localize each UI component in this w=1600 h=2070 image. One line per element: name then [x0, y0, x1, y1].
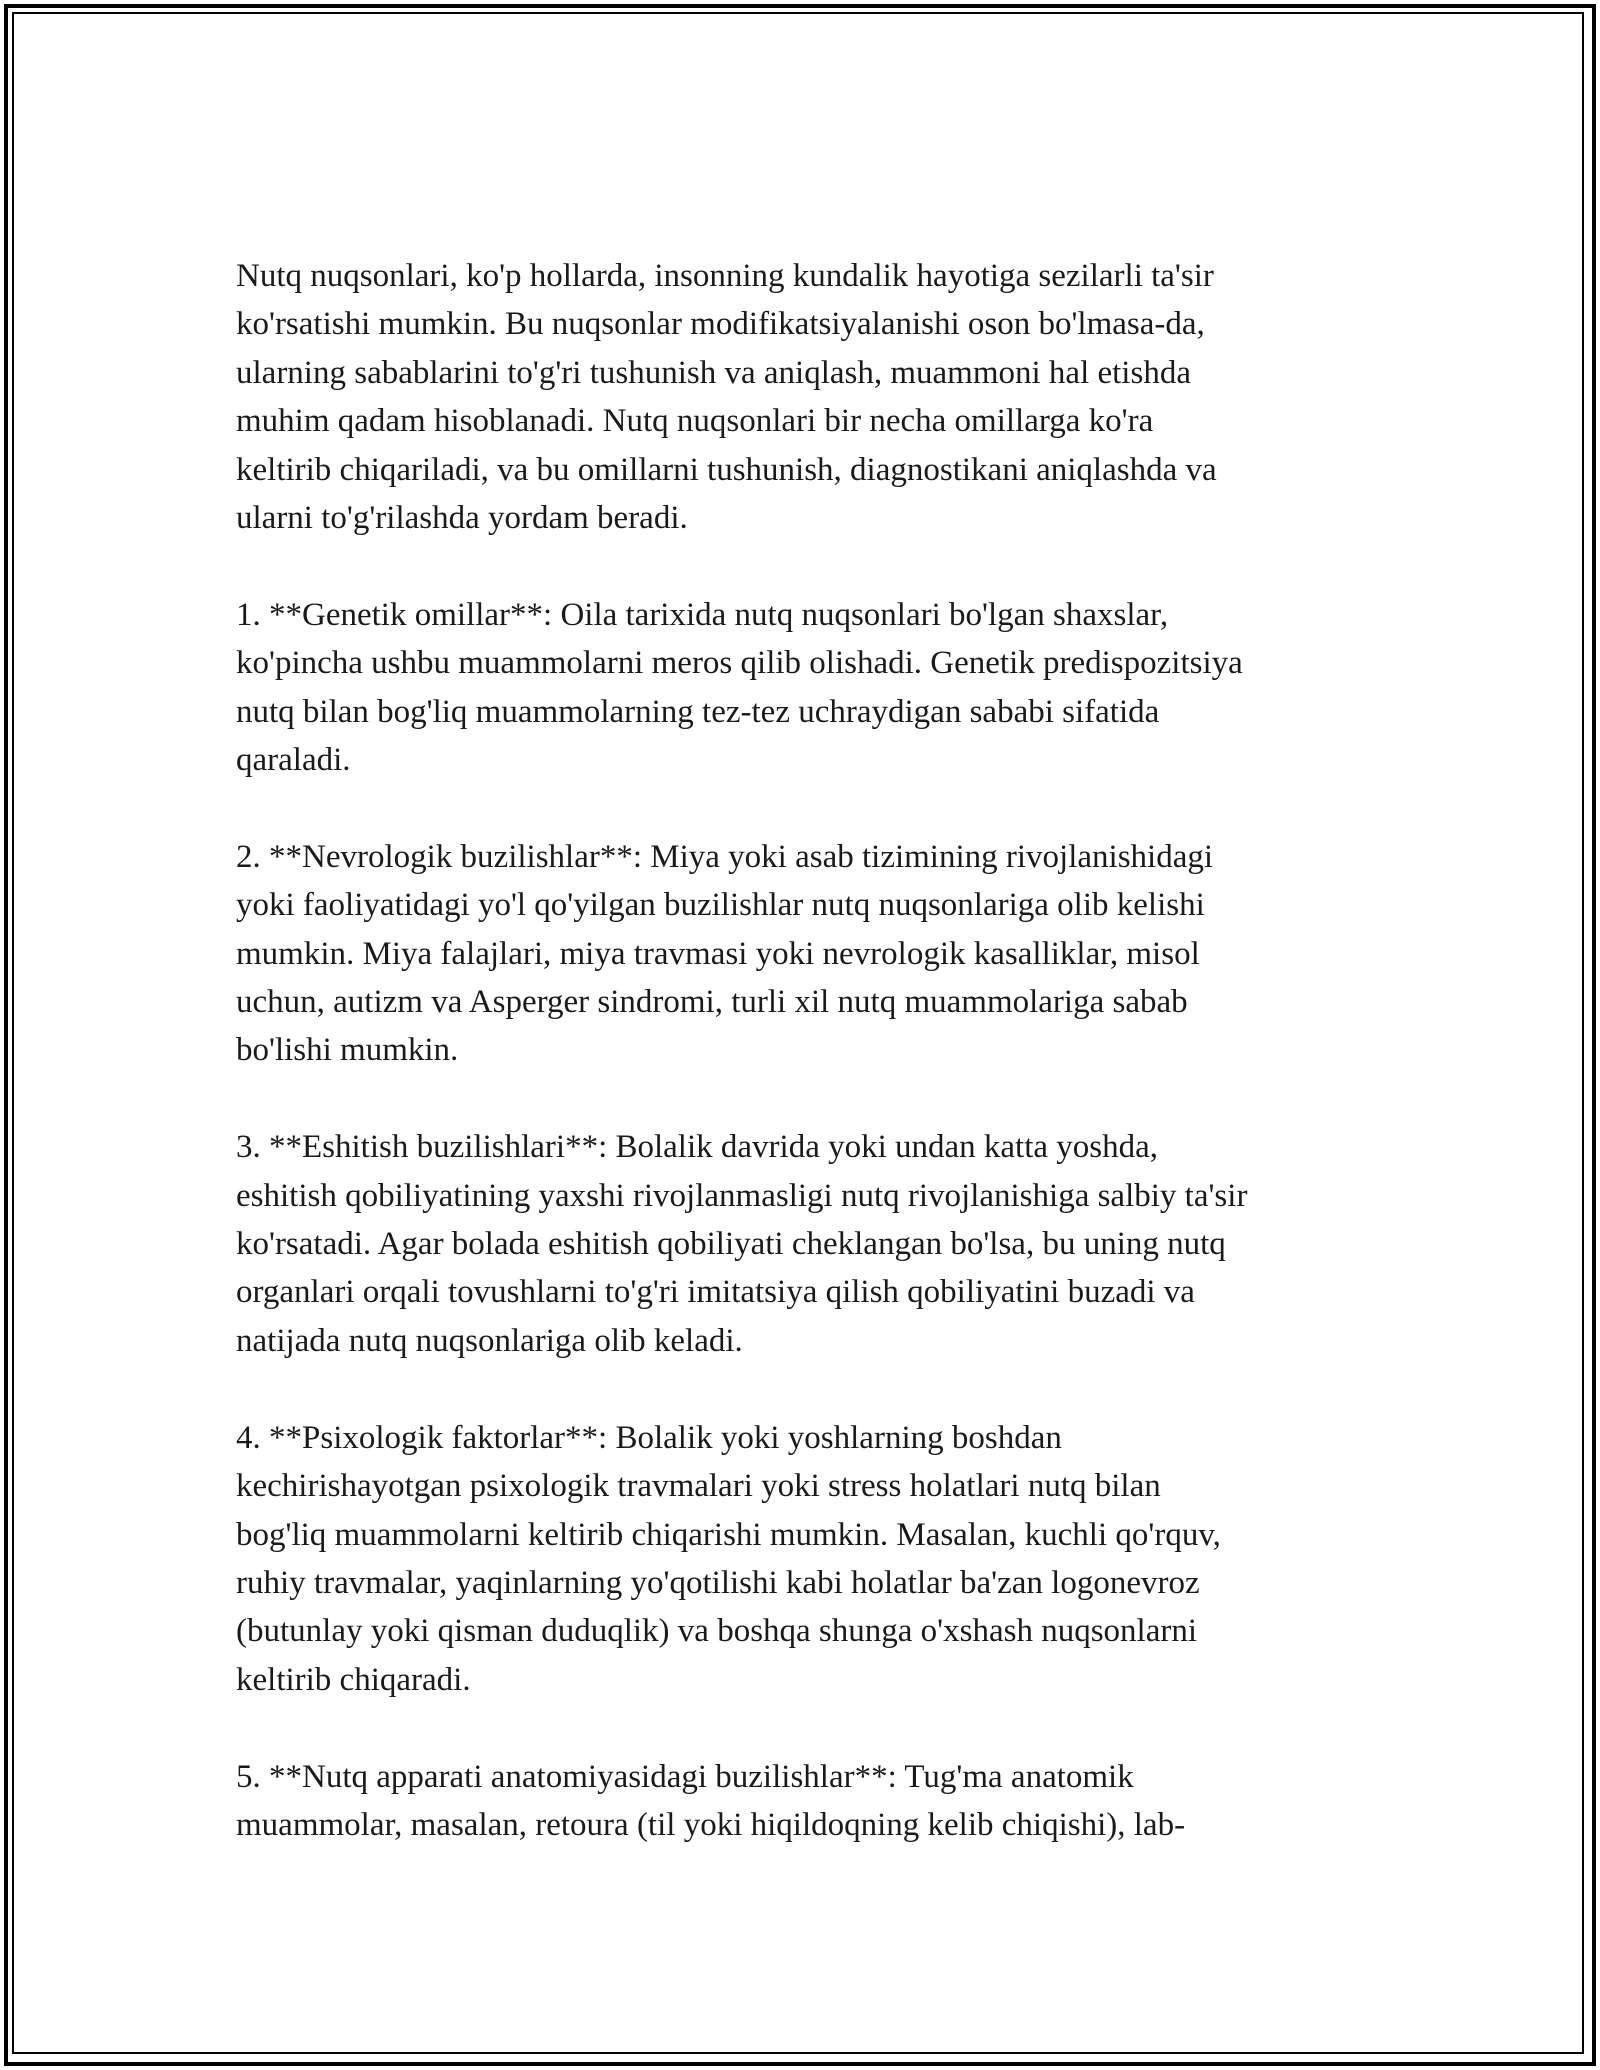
- text-line: bo'lishi mumkin.: [236, 1032, 459, 1069]
- text-line: muhim qadam hisoblanadi. Nutq nuqsonlari bir necha omillarga ko'ra: [236, 403, 1154, 440]
- text-line: bog'liq muammolarni keltirib chiqarishi mumkin. Masalan, kuchli qo'rquv,: [236, 1516, 1221, 1553]
- text-line: eshitish qobiliyatining yaxshi rivojlanmasligi nutq rivojlanishiga salbiy ta'sir: [236, 1177, 1248, 1214]
- paragraph-neurological-disorders: [236, 833, 1396, 1075]
- text-line: 1. **Genetik omillar**: Oila tarixida nutq nuqsonlari bo'lgan shaxslar,: [236, 596, 1169, 633]
- text-line: qaraladi.: [236, 742, 351, 779]
- paragraph-genetic-factors: [236, 591, 1396, 785]
- text-line: kechirishayotgan psixologik travmalari yoki stress holatlari nutq bilan: [236, 1468, 1161, 1505]
- text-line: ularni to'g'rilashda yordam beradi.: [236, 500, 688, 537]
- text-line: ruhiy travmalar, yaqinlarning yo'qotilishi kabi holatlar ba'zan logonevroz: [236, 1564, 1200, 1601]
- text-line: Nutq nuqsonlari, ko'p hollarda, insonning kundalik hayotiga sezilarli ta'sir: [236, 258, 1214, 294]
- paragraph-hearing-disorders: [236, 1123, 1396, 1365]
- text-line: ko'rsatishi mumkin. Bu nuqsonlar modifikatsiyalanishi oson bo'lmasa-da,: [236, 306, 1205, 343]
- paragraph-anatomical-disorders: [236, 1753, 1396, 1850]
- text-line: nutq bilan bog'liq muammolarning tez-tez uchraydigan sababi sifatida: [236, 693, 1160, 730]
- paragraph-intro: [236, 252, 1396, 542]
- text-line: ko'rsatadi. Agar bolada eshitish qobiliyati cheklangan bo'lsa, bu uning nutq: [236, 1226, 1226, 1263]
- text-line: ularning sabablarini to'g'ri tushunish va aniqlash, muammoni hal etishda: [236, 354, 1191, 391]
- paragraph-psychological-factors: [236, 1414, 1396, 1704]
- text-line: natijada nutq nuqsonlariga olib keladi.: [236, 1322, 743, 1359]
- text-line: (butunlay yoki qisman duduqlik) va boshqa shunga o'xshash nuqsonlarni: [236, 1613, 1198, 1650]
- text-line: muammolar, masalan, retoura (til yoki hiqildoqning kelib chiqishi), lab-: [236, 1806, 1186, 1843]
- text-line: uchun, autizm va Asperger sindromi, turli xil nutq muammolariga sabab: [236, 984, 1188, 1021]
- text-line: yoki faoliyatidagi yo'l qo'yilgan buzilishlar nutq nuqsonlariga olib kelishi: [236, 887, 1205, 924]
- text-line: 5. **Nutq apparati anatomiyasidagi buzilishlar**: Tug'ma anatomik: [236, 1758, 1134, 1795]
- text-line: organlari orqali tovushlarni to'g'ri imitatsiya qilish qobiliyatini buzadi va: [236, 1274, 1195, 1311]
- text-line: 4. **Psixologik faktorlar**: Bolalik yoki yoshlarning boshdan: [236, 1419, 1062, 1456]
- text-line: keltirib chiqariladi, va bu omillarni tushunish, diagnostikani aniqlashda va: [236, 451, 1217, 488]
- text-line: mumkin. Miya falajlari, miya travmasi yoki nevrologik kasalliklar, misol: [236, 935, 1200, 972]
- text-line: ko'pincha ushbu muammolarni meros qilib olishadi. Genetik predispozitsiya: [236, 645, 1243, 682]
- document-body: [236, 252, 1396, 1898]
- text-line: 3. **Eshitish buzilishlari**: Bolalik davrida yoki undan katta yoshda,: [236, 1129, 1159, 1166]
- text-line: keltirib chiqaradi.: [236, 1661, 471, 1698]
- text-line: 2. **Nevrologik buzilishlar**: Miya yoki asab tizimining rivojlanishidagi: [236, 838, 1214, 875]
